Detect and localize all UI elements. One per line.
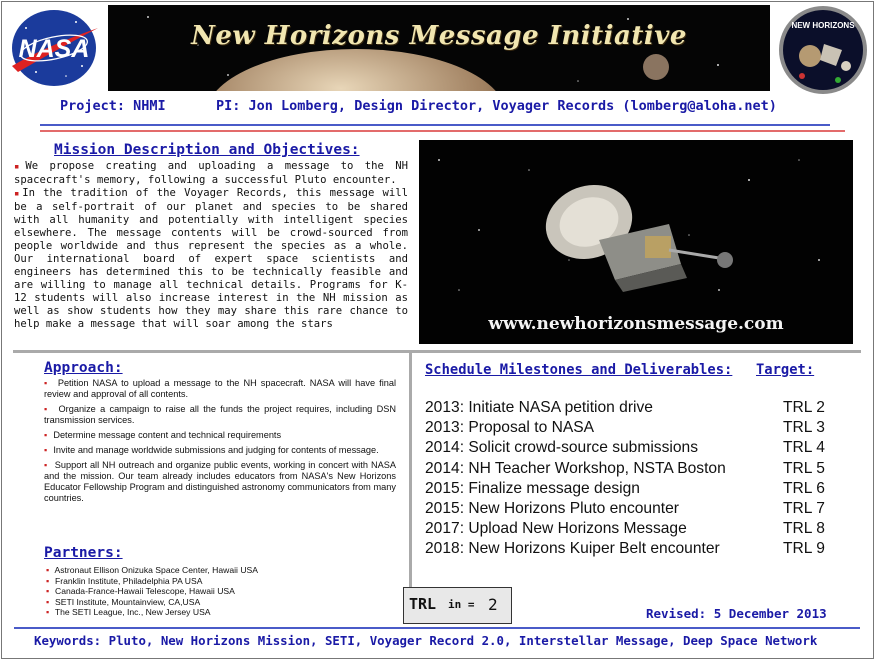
pi-label: PI: (216, 98, 241, 114)
revised-value: 5 December 2013 (713, 606, 827, 621)
website-url: www.newhorizonsmessage.com (488, 314, 784, 334)
schedule-row: 2017: Upload New Horizons Message TRL 8 (425, 520, 825, 538)
banner-title: New Horizons Message Initiative (191, 21, 687, 51)
svg-text:NASA: NASA (18, 35, 90, 63)
approach-item: ▪ Invite and manage worldwide submissions and judging for contents of message. (44, 445, 379, 455)
bullet-icon: ▪ (44, 404, 49, 414)
trl-value: 2 (488, 595, 498, 614)
approach-item: ▪ Petition NASA to upload a message to the NH spacecraft. NASA will have final review and approval of all contents. (44, 378, 396, 399)
revised-date (646, 606, 827, 621)
partner-item: ▪ The SETI League, Inc., New Jersey USA (46, 607, 211, 617)
trl-box (403, 587, 512, 624)
schedule-row: 2013: Initiate NASA petition drive TRL 2 (425, 399, 825, 416)
section-divider-horizontal (13, 350, 861, 353)
partners-list (46, 565, 366, 618)
schedule-title: Schedule Milestones and Deliverables: (425, 362, 733, 378)
footer-rule (14, 627, 860, 629)
bullet-icon: ▪ (46, 575, 50, 586)
schedule-row: 2015: Finalize message design TRL 6 (425, 479, 825, 497)
schedule-table (425, 399, 835, 561)
header-rule-red (40, 130, 845, 132)
schedule-row: 2013: Proposal to NASA TRL 3 (425, 419, 825, 437)
pi-value: Jon Lomberg, Design Director, Voyager Records (lomberg@aloha.net) (248, 98, 777, 114)
mission-title: Mission Description and Objectives: (54, 142, 360, 158)
trl-label: TRL (409, 595, 437, 613)
bullet-icon: ▪ (14, 189, 22, 199)
bullet-icon: ▪ (44, 445, 48, 455)
schedule-row: 2015: New Horizons Pluto encounter TRL 7 (425, 499, 825, 517)
schedule-row: 2014: Solicit crowd-source submissions TRL 4 (425, 439, 825, 457)
mission-bullet: ▪We propose creating and uploading a message to the NH spacecraft's memory, following a successful Pluto encounter. (14, 160, 408, 186)
partner-item: ▪ SETI Institute, Mountainview, CA,USA (46, 596, 201, 607)
project-label: Project: (60, 98, 126, 114)
bullet-icon: ▪ (46, 596, 50, 607)
spacecraft-image (419, 140, 853, 344)
approach-item: ▪ Organize a campaign to raise all the funds the project requires, including DSN transmission services. (44, 404, 396, 425)
project-value: NHMI (133, 98, 166, 114)
approach-title: Approach: (44, 360, 123, 376)
partner-item: ▪ Franklin Institute, Philadelphia PA USA (46, 575, 203, 586)
project-line (60, 98, 166, 114)
mission-description (14, 160, 408, 331)
approach-item: ▪ Determine message content and technical requirements (44, 430, 282, 440)
pi-line (216, 98, 777, 114)
nasa-logo (6, 6, 102, 90)
partner-item: ▪ Canada-France-Hawaii Telescope, Hawaii USA (46, 586, 235, 596)
bullet-icon: ▪ (14, 162, 25, 172)
bullet-icon: ▪ (44, 378, 49, 388)
bullet-icon: ▪ (44, 460, 48, 470)
approach-item: ▪ Support all NH outreach and organize public events, working in concert with NASA and the mission. Our team already includes educators from NASA's New Horizons Educator Fellowship Program and distinguished astronomy communicators from many countries. (44, 460, 396, 503)
revised-label: Revised: (646, 606, 707, 621)
bullet-icon: ▪ (46, 586, 50, 596)
bullet-icon: ▪ (46, 607, 50, 617)
new-horizons-patch (776, 4, 870, 96)
trl-in-label: in = (448, 598, 475, 611)
keywords-label: Keywords: (34, 633, 102, 648)
svg-text:NEW HORIZONS: NEW HORIZONS (791, 21, 855, 30)
schedule-row: 2018: New Horizons Kuiper Belt encounter TRL 9 (425, 540, 825, 558)
target-title: Target: (756, 362, 815, 378)
header-rule-blue (40, 124, 830, 126)
schedule-row: 2014: NH Teacher Workshop, NSTA Boston TRL 5 (425, 459, 825, 477)
bullet-icon: ▪ (46, 565, 50, 575)
keywords-value: Pluto, New Horizons Mission, SETI, Voyager Record 2.0, Interstellar Message, Deep Space Network (108, 633, 818, 648)
section-divider-vertical (409, 353, 412, 613)
keywords-line (34, 633, 817, 648)
approach-list (44, 378, 396, 508)
bullet-icon: ▪ (44, 430, 48, 440)
mission-bullet: ▪In the tradition of the Voyager Records, this message will be a self-portrait of our planet and species to be shared with all humanity and potentially with intelligent species elsewhere. The message contents will be crowd-sourced from people worldwide and thus represent the species as a whole. Our international board of expert space scientists and engineers has determined this to be technically feasible and are willing to manage all technical details. Programs for K-12 students will also increase interest in the NH mission as well as show students how they may share this rare chance to help make a message that will soar among the stars (14, 187, 408, 330)
partners-title: Partners: (44, 545, 123, 561)
partner-item: ▪ Astronaut Ellison Onizuka Space Center, Hawaii USA (46, 565, 258, 575)
header-banner (108, 5, 770, 91)
